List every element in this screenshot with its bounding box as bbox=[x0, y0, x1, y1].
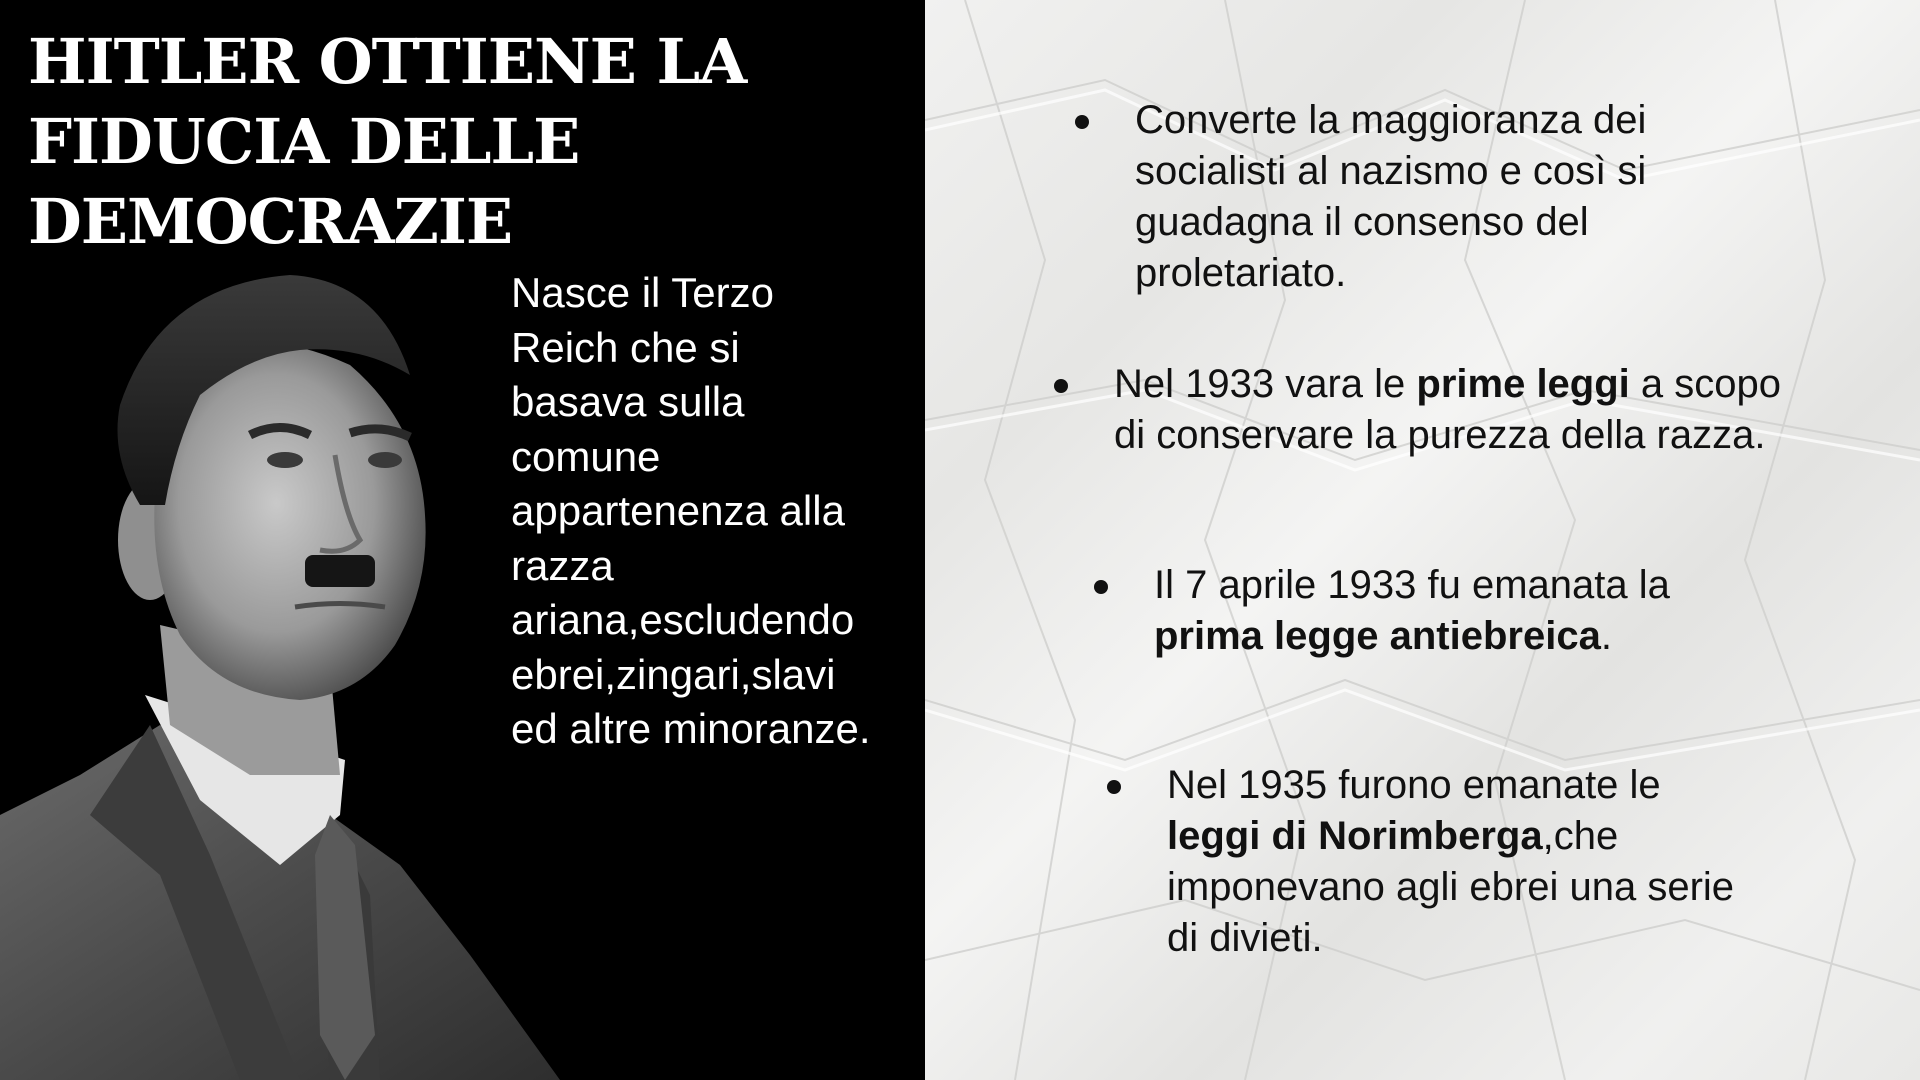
intro-line: ariana,escludendo bbox=[511, 596, 855, 643]
left-panel bbox=[0, 0, 925, 1080]
bullet-line: Il 7 aprile 1933 fu emanata la bbox=[1154, 563, 1670, 607]
bullet-line bbox=[1167, 811, 1734, 862]
bullet-item-3 bbox=[1154, 560, 1670, 662]
slide-title bbox=[28, 22, 748, 262]
bullet-line: di divieti. bbox=[1167, 916, 1323, 960]
intro-line: basava sulla bbox=[511, 378, 745, 425]
bullet-line: Converte la maggioranza dei bbox=[1135, 98, 1647, 142]
intro-line: Nasce il Terzo bbox=[511, 269, 774, 316]
bullet-text: . bbox=[1600, 614, 1612, 658]
intro-line: appartenenza alla bbox=[511, 487, 845, 534]
intro-text bbox=[511, 266, 911, 757]
title-line-1: HITLER OTTIENE LA bbox=[28, 25, 747, 98]
bullet-dot-icon bbox=[1094, 580, 1108, 594]
bullet-dot-icon bbox=[1054, 379, 1068, 393]
right-panel bbox=[925, 0, 1920, 1080]
bullet-text: ,che bbox=[1542, 814, 1619, 858]
bullet-line bbox=[1154, 611, 1670, 662]
bullet-item-1 bbox=[1135, 95, 1646, 299]
bullet-dot-icon bbox=[1107, 780, 1121, 794]
bullet-bold-text: leggi di Norimberga bbox=[1167, 814, 1543, 858]
bullet-bold-text: prime leggi bbox=[1416, 362, 1630, 406]
title-line-3: DEMOCRAZIE bbox=[28, 185, 513, 258]
bullet-line: imponevano agli ebrei una serie bbox=[1167, 865, 1735, 909]
bullet-item-4 bbox=[1167, 760, 1734, 964]
bullet-text: a scopo bbox=[1629, 362, 1782, 406]
bullet-item-2 bbox=[1114, 359, 1781, 461]
bullet-line: di conservare la purezza della razza. bbox=[1114, 413, 1766, 457]
bullet-line: guadagna il consenso del bbox=[1135, 200, 1589, 244]
bullet-bold-text: prima legge antiebreica bbox=[1154, 614, 1601, 658]
bullet-line bbox=[1114, 359, 1781, 410]
bullet-dot-icon bbox=[1075, 115, 1089, 129]
bullet-line: proletariato. bbox=[1135, 251, 1347, 295]
intro-line: comune bbox=[511, 432, 661, 480]
intro-line: razza bbox=[511, 541, 614, 589]
bullet-line: Nel 1935 furono emanate le bbox=[1167, 763, 1661, 807]
intro-line: Reich che si bbox=[511, 323, 740, 371]
title-line-2: FIDUCIA DELLE bbox=[28, 105, 580, 178]
intro-line: ebrei,zingari,slavi bbox=[511, 650, 836, 698]
intro-line: ed altre minoranze. bbox=[511, 705, 871, 752]
bullet-line: socialisti al nazismo e così si bbox=[1135, 149, 1647, 193]
bullet-text: Nel 1933 vara le bbox=[1114, 362, 1417, 406]
